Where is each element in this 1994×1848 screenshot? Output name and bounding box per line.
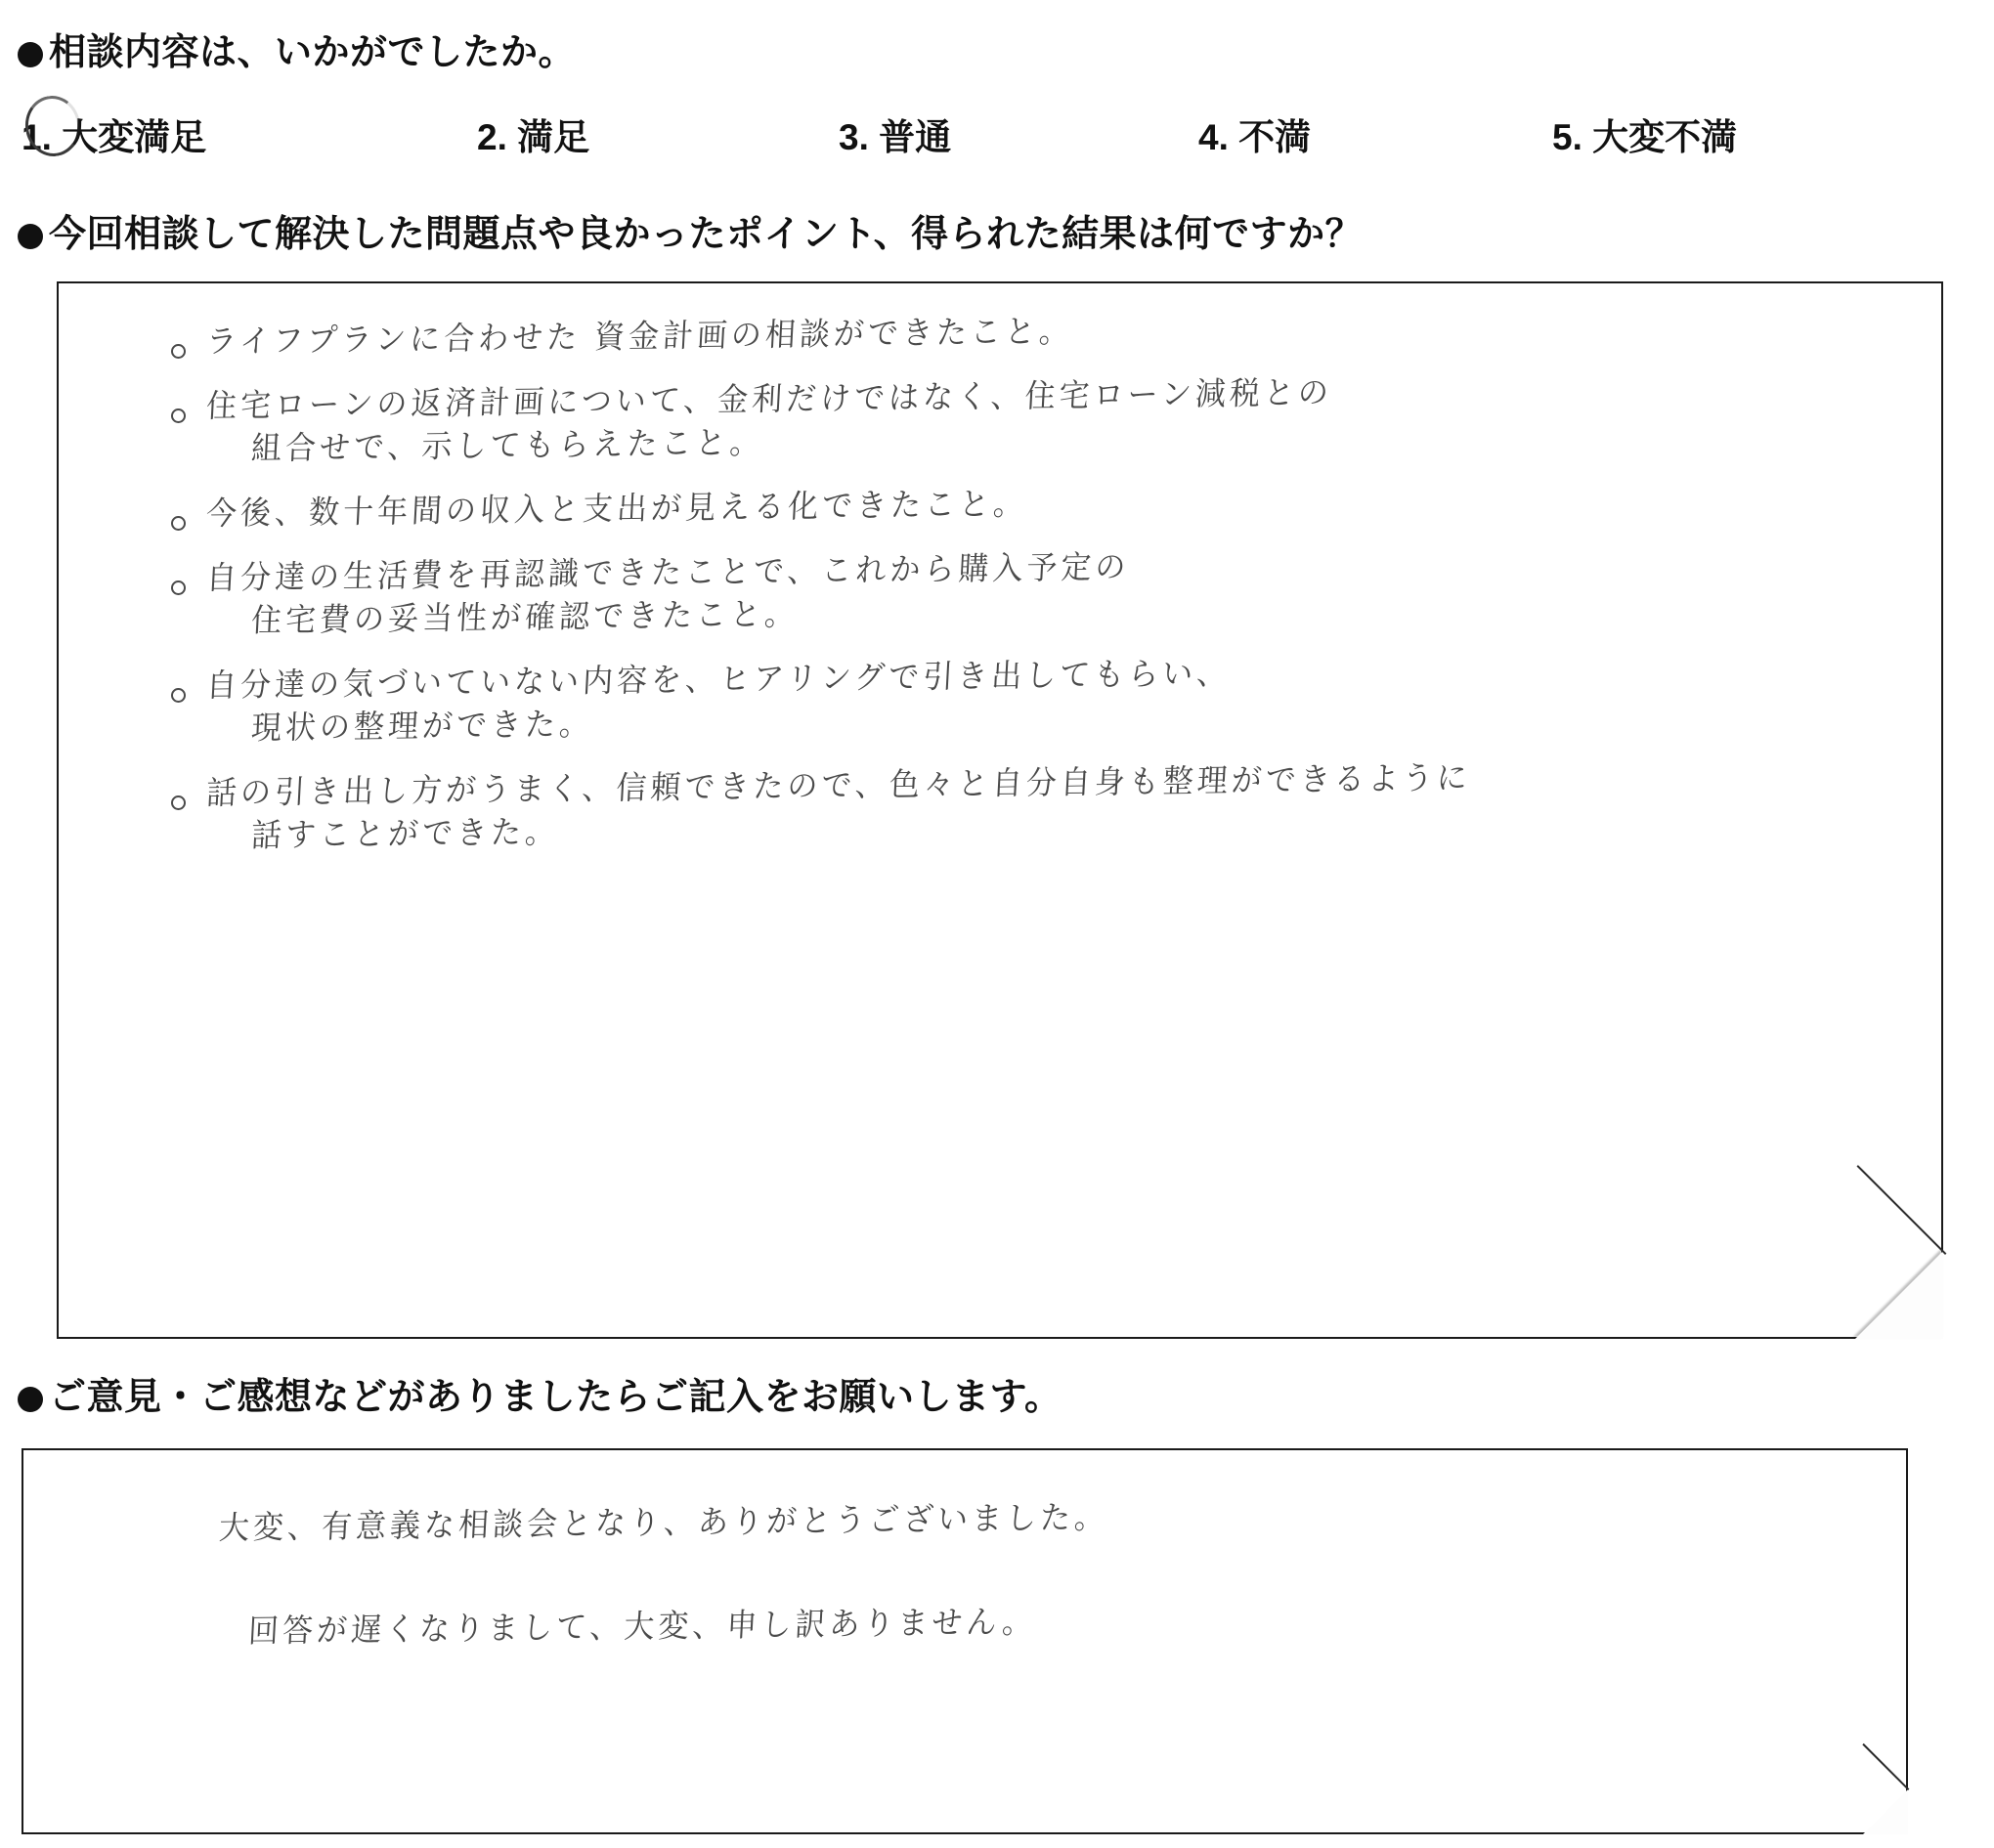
handwritten-line: 現状の整理ができた。 [250,706,595,748]
rating-option-4-number: 4. [1198,117,1229,157]
handwritten-comment-area [218,1498,1867,1714]
rating-option-4-label: 不満 [1238,117,1312,157]
rating-option-1-label: 大変満足 [62,117,207,157]
bullet-icon [18,224,43,249]
rating-scale [18,107,1875,166]
rating-option-5-number: 5. [1552,117,1582,157]
list-item [152,313,1902,364]
rating-option-1-number: 1. [22,117,52,157]
handwritten-line: 自分達の気づいていない内容を、ヒアリングで引き出してもらい、 [205,655,1233,706]
rating-option-5-label: 大変不満 [1592,117,1738,157]
list-item [152,655,1902,751]
page-fold-edge [1862,1743,1909,1790]
handwritten-line: 大変、有意義な相談会となり、ありがとうございました。 [218,1498,1110,1548]
rating-option-2-number: 2. [477,117,507,157]
question-2-answer-box[interactable] [57,281,1943,1339]
question-2-heading [18,203,1363,257]
rating-option-4[interactable] [1198,107,1311,160]
page-fold-edge [1856,1165,1946,1255]
handwritten-line: 話の引き出し方がうまく、信頼できたので、色々と自分自身も整理ができるように [205,759,1472,813]
question-3-answer-box[interactable] [22,1448,1908,1834]
handwritten-answer-list [152,313,1902,880]
question-2-heading-text: 今回相談して解決した問題点や良かったポイント、得られた結果は何ですか？ [49,214,1364,255]
rating-option-3-label: 普通 [879,117,952,157]
list-item [152,373,1902,471]
list-item [152,759,1902,858]
question-3-heading [18,1366,1062,1420]
question-1-heading-text: 相談内容は、いかがでしたか。 [49,32,577,73]
rating-option-3-number: 3. [839,117,869,157]
rating-option-5[interactable] [1552,107,1737,160]
handwritten-line: 住宅ローンの返済計画について、金利だけではなく、住宅ローン減税との [205,373,1333,426]
rating-option-2[interactable] [477,107,589,160]
question-1-heading [18,21,576,75]
page-fold-corner [1855,1251,1943,1339]
question-3-heading-text: ご意見・ご感想などがありましたらご記入をお願いします。 [49,1377,1062,1418]
bullet-icon [18,42,43,67]
handwritten-line: 住宅費の妥当性が確認できたこと。 [250,595,801,640]
handwritten-line: 自分達の生活費を再認識できたことで、これから購入予定の [205,548,1131,598]
handwritten-line: 組合せで、示してもらえたこと。 [250,423,765,468]
list-item [152,485,1902,536]
handwritten-line: 今後、数十年間の収入と支出が見える化できたこと。 [205,485,1029,534]
bullet-icon [18,1387,43,1412]
rating-option-2-label: 満足 [517,117,590,157]
list-item [152,548,1902,643]
page-fold-corner [1863,1789,1908,1834]
handwritten-line: 回答が遅くなりまして、大変、申し訳ありません。 [247,1603,1038,1651]
handwritten-line: ライフプランに合わせた 資金計画の相談ができたこと。 [205,313,1075,362]
rating-option-1[interactable] [22,107,206,160]
rating-option-3[interactable] [839,107,951,160]
handwritten-line: 話すことができた。 [250,813,561,855]
